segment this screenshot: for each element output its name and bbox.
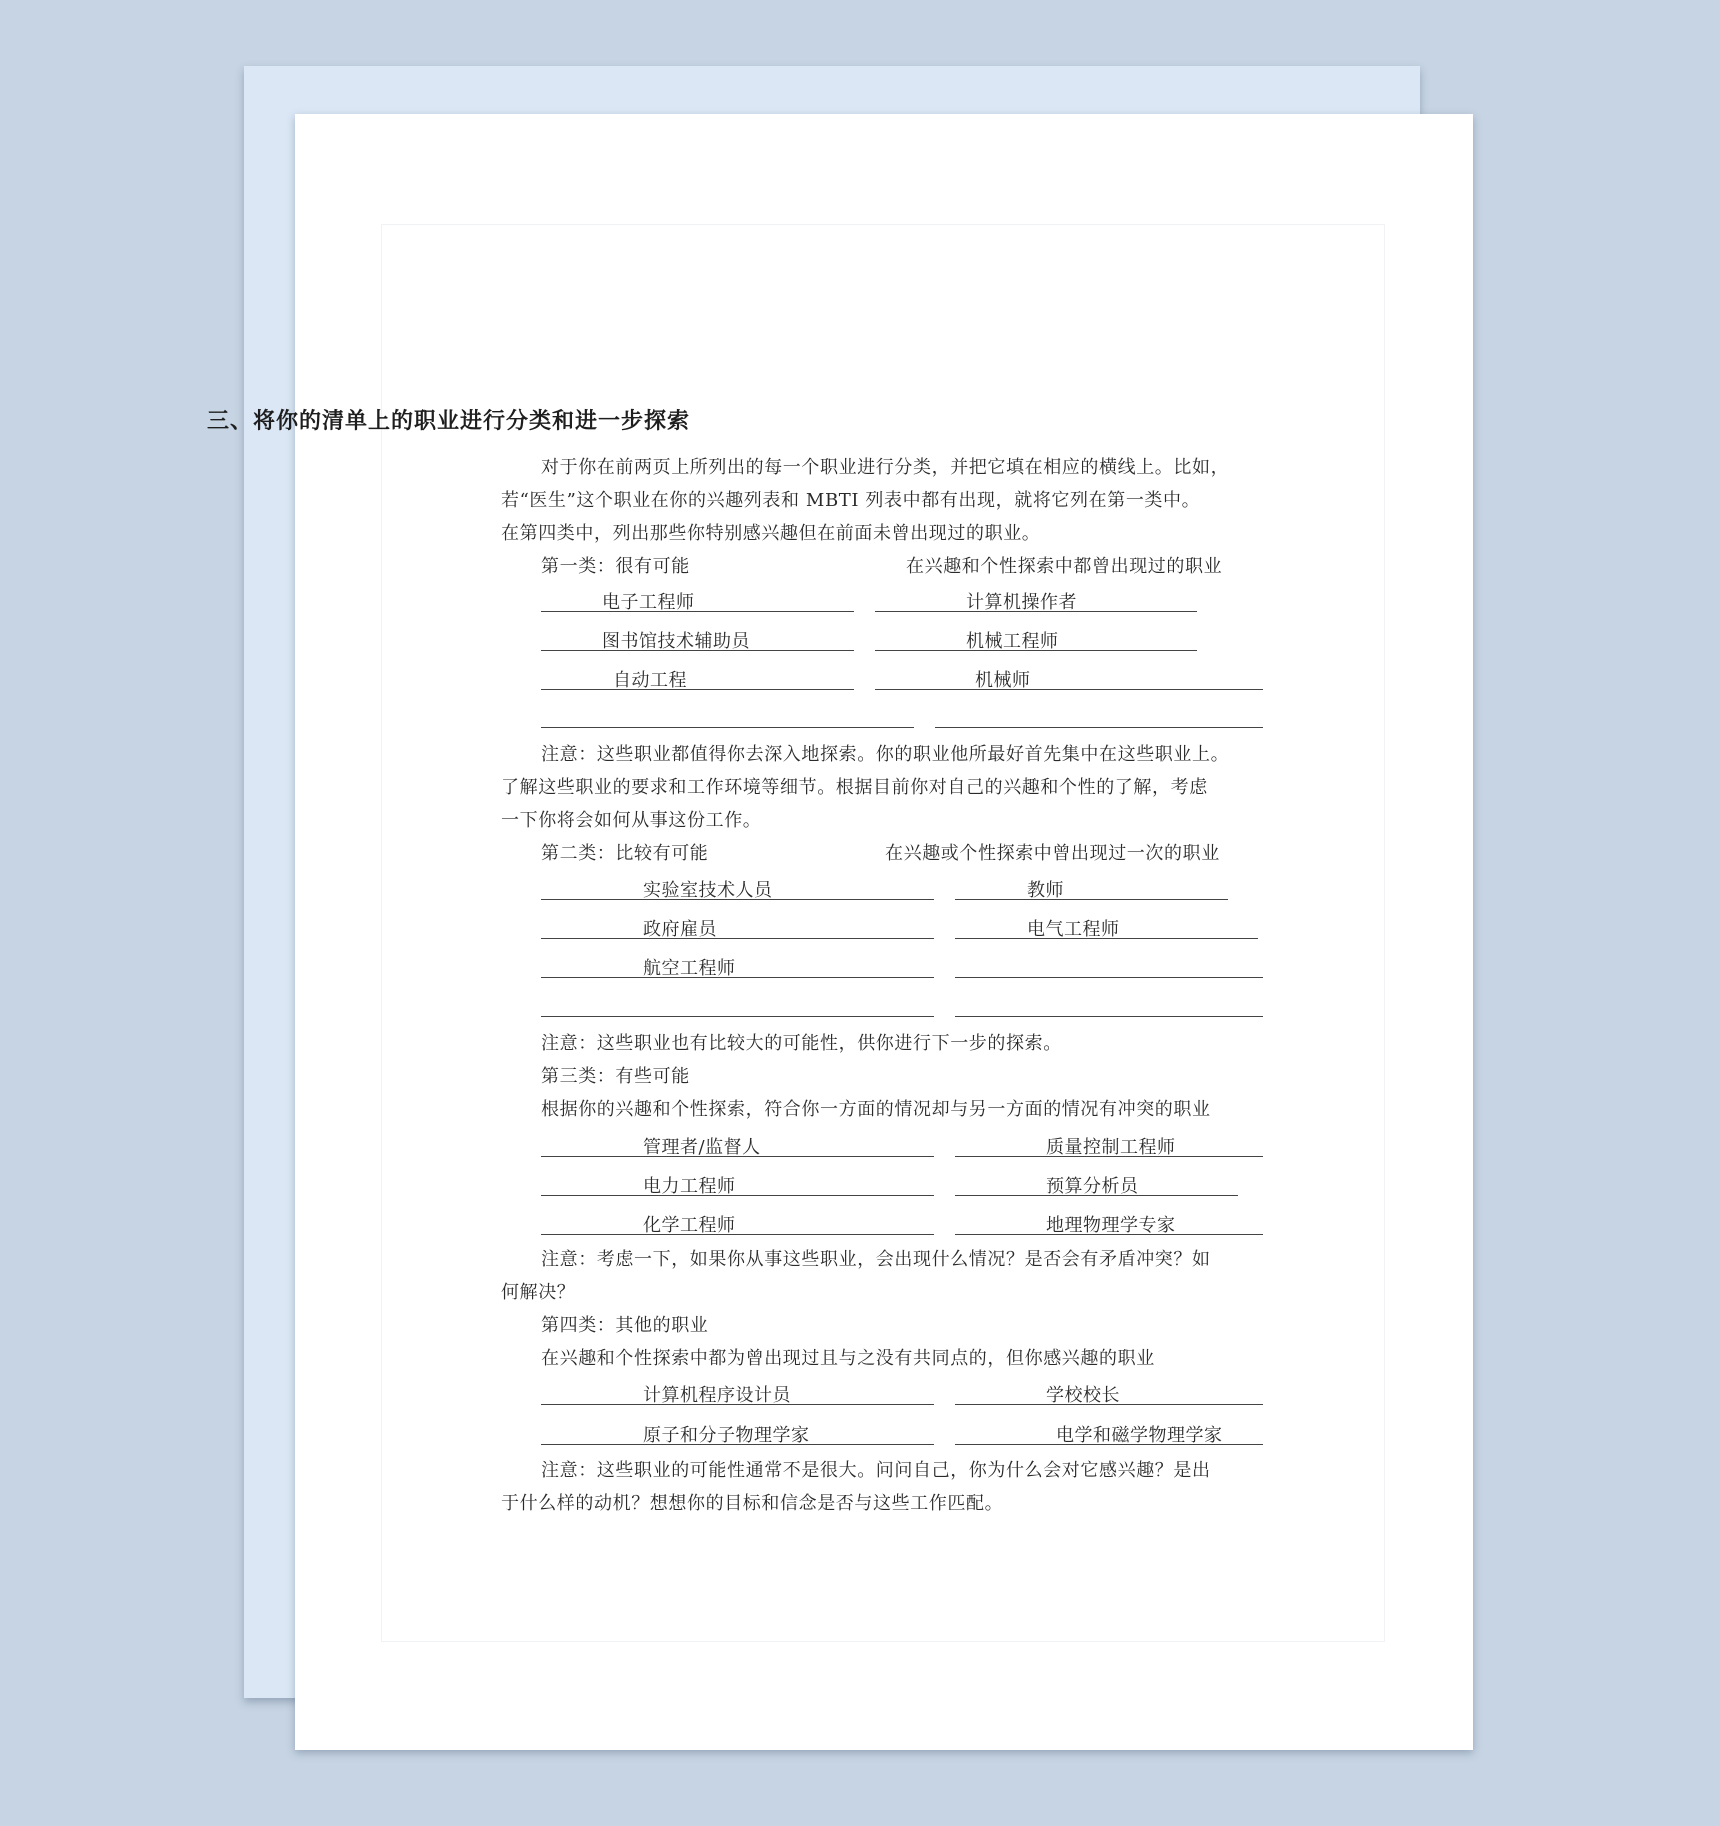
category4-entry-4: 电学和磁学物理学家	[1056, 1425, 1223, 1446]
category2-entry-3: 政府雇员	[643, 919, 717, 940]
fill-line	[541, 938, 934, 939]
fill-line	[955, 1444, 1263, 1445]
fill-line	[875, 650, 1197, 651]
category3-label: 第三类：有些可能	[541, 1066, 690, 1087]
fill-line	[955, 899, 1228, 900]
category4-note-2: 于什么样的动机？想想你的目标和信念是否与这些工作匹配。	[501, 1493, 1004, 1514]
category1-entry-5: 自动工程	[613, 670, 687, 691]
category3-entry-5: 化学工程师	[643, 1215, 736, 1236]
category4-entry-3: 原子和分子物理学家	[643, 1425, 810, 1446]
fill-line	[955, 1156, 1263, 1157]
fill-line	[875, 611, 1197, 612]
category3-entry-3: 电力工程师	[643, 1176, 736, 1197]
category1-note-1: 注意：这些职业都值得你去深入地探索。你的职业他所最好首先集中在这些职业上。	[541, 744, 1230, 765]
fill-line	[955, 1016, 1263, 1017]
intro-line-3: 在第四类中，列出那些你特别感兴趣但在前面未曾出现过的职业。	[501, 523, 1041, 544]
category1-entry-1: 电子工程师	[602, 592, 695, 613]
category2-entry-2: 教师	[1027, 880, 1064, 901]
fill-line	[541, 1195, 934, 1196]
category3-entry-2: 质量控制工程师	[1046, 1137, 1176, 1158]
category2-label: 第二类：比较有可能	[541, 843, 709, 864]
category3-note-1: 注意：考虑一下，如果你从事这些职业，会出现什么情况？是否会有矛盾冲突？如	[541, 1249, 1211, 1270]
category1-desc: 在兴趣和个性探索中都曾出现过的职业	[906, 556, 1223, 577]
fill-line	[541, 727, 914, 728]
fill-line	[541, 1016, 934, 1017]
category2-entry-1: 实验室技术人员	[643, 880, 773, 901]
fill-line	[541, 650, 854, 651]
fill-line	[541, 1404, 934, 1405]
fill-line	[541, 689, 854, 690]
intro-line-2: 若“医生”这个职业在你的兴趣列表和 MBTI 列表中都有出现，就将它列在第一类中。	[501, 490, 1201, 511]
fill-line	[955, 1195, 1238, 1196]
fill-line	[955, 938, 1258, 939]
fill-line	[541, 977, 934, 978]
page-margin-frame	[381, 224, 1385, 1642]
category1-entry-4: 机械工程师	[966, 631, 1059, 652]
fill-line	[541, 1444, 934, 1445]
fill-line	[875, 689, 1263, 690]
category4-label: 第四类：其他的职业	[541, 1315, 709, 1336]
category3-entry-1: 管理者/监督人	[643, 1137, 761, 1158]
fill-line	[955, 1404, 1263, 1405]
category1-entry-6: 机械师	[975, 670, 1031, 691]
category2-entry-4: 电气工程师	[1027, 919, 1120, 940]
category2-note: 注意：这些职业也有比较大的可能性，供你进行下一步的探索。	[541, 1033, 1062, 1054]
category1-entry-3: 图书馆技术辅助员	[602, 631, 750, 652]
fill-line	[541, 611, 854, 612]
fill-line	[955, 1234, 1263, 1235]
fill-line	[541, 1234, 934, 1235]
category4-desc: 在兴趣和个性探索中都为曾出现过且与之没有共同点的，但你感兴趣的职业	[541, 1348, 1155, 1369]
category3-entry-6: 地理物理学专家	[1046, 1215, 1176, 1236]
fill-line	[955, 977, 1263, 978]
category4-note-1: 注意：这些职业的可能性通常不是很大。问问自己，你为什么会对它感兴趣？是出	[541, 1460, 1211, 1481]
fill-line	[935, 727, 1263, 728]
category4-entry-2: 学校校长	[1046, 1385, 1120, 1406]
section-title: 三、将你的清单上的职业进行分类和进一步探索	[207, 408, 691, 434]
category1-note-3: 一下你将会如何从事这份工作。	[501, 810, 762, 831]
category1-note-2: 了解这些职业的要求和工作环境等细节。根据目前你对自己的兴趣和个性的了解，考虑	[501, 777, 1208, 798]
category2-entry-5: 航空工程师	[643, 958, 736, 979]
fill-line	[541, 1156, 934, 1157]
category2-desc: 在兴趣或个性探索中曾出现过一次的职业	[885, 843, 1220, 864]
category1-label: 第一类：很有可能	[541, 556, 690, 577]
fill-line	[541, 899, 934, 900]
category3-note-2: 何解决？	[501, 1282, 576, 1303]
category1-entry-2: 计算机操作者	[966, 592, 1077, 613]
category4-entry-1: 计算机程序设计员	[643, 1385, 791, 1406]
intro-line-1: 对于你在前两页上所列出的每一个职业进行分类，并把它填在相应的横线上。比如，	[541, 457, 1230, 478]
category3-entry-4: 预算分析员	[1046, 1176, 1139, 1197]
category3-desc: 根据你的兴趣和个性探索，符合你一方面的情况却与另一方面的情况有冲突的职业	[541, 1099, 1211, 1120]
